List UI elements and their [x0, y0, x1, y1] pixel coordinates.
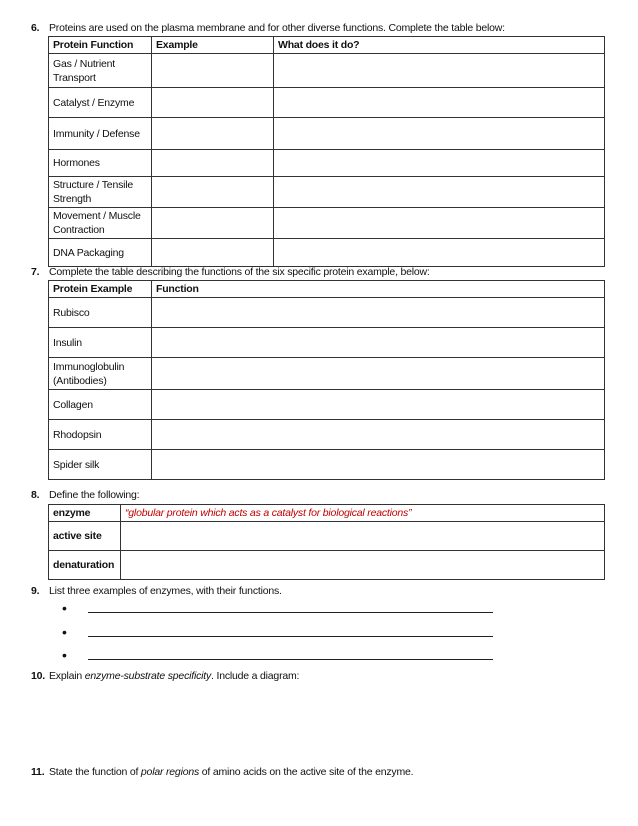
table-row	[49, 88, 605, 118]
protein-cell: Rhodopsin	[49, 420, 152, 450]
question-number: 8.	[31, 489, 40, 501]
bullet-1: •	[62, 600, 67, 616]
question-number: 11.	[31, 766, 45, 778]
question-11	[31, 766, 413, 778]
function-answer-cell[interactable]	[152, 298, 605, 328]
function-cell: Catalyst / Enzyme	[49, 88, 152, 118]
question-6	[31, 22, 505, 34]
function-cell: DNA Packaging	[49, 239, 152, 267]
protein-cell: Insulin	[49, 328, 152, 358]
function-cell: Gas / Nutrient Transport	[49, 54, 152, 88]
bullet-2: •	[62, 624, 67, 640]
table-header-row	[49, 37, 605, 54]
question-text-emphasis: polar regions	[140, 766, 200, 778]
definition-cell[interactable]: “globular protein which acts as a catalyst for biological reactions”	[121, 505, 605, 522]
function-answer-cell[interactable]	[152, 420, 605, 450]
protein-cell: Spider silk	[49, 450, 152, 480]
question-number: 6.	[31, 22, 40, 34]
table-row	[49, 551, 605, 580]
example-answer-cell[interactable]	[152, 88, 274, 118]
definitions-table	[48, 504, 605, 580]
function-answer-cell[interactable]	[152, 358, 605, 390]
table-row	[49, 177, 605, 208]
table-row	[49, 358, 605, 390]
question-text-suffix: of amino acids on the active site of the enzyme.	[199, 766, 414, 778]
question-text-emphasis: enzyme-substrate specificity	[84, 670, 212, 682]
question-text: List three examples of enzymes, with their functions.	[49, 585, 282, 597]
description-answer-cell[interactable]	[274, 177, 605, 208]
table-row	[49, 450, 605, 480]
description-answer-cell[interactable]	[274, 208, 605, 239]
table-row	[49, 208, 605, 239]
table-row	[49, 298, 605, 328]
example-answer-cell[interactable]	[152, 118, 274, 150]
example-answer-cell[interactable]	[152, 150, 274, 177]
term-cell: active site	[49, 522, 121, 551]
term-cell: enzyme	[49, 505, 121, 522]
table-row	[49, 328, 605, 358]
bullet-3: •	[62, 647, 67, 663]
example-answer-cell[interactable]	[152, 177, 274, 208]
answer-line-3[interactable]	[88, 659, 493, 660]
question-number: 10.	[31, 670, 45, 682]
question-8	[31, 489, 139, 501]
question-text-prefix: Explain	[49, 670, 85, 682]
answer-line-2[interactable]	[88, 636, 493, 637]
definition-answer-cell[interactable]	[121, 551, 605, 580]
protein-cell: Collagen	[49, 390, 152, 420]
header-cell: Protein Example	[49, 281, 152, 298]
question-9	[31, 585, 282, 597]
question-text: Define the following:	[49, 489, 140, 501]
description-answer-cell[interactable]	[274, 118, 605, 150]
question-7	[31, 266, 430, 278]
table-row	[49, 150, 605, 177]
protein-cell: Immunoglobulin (Antibodies)	[49, 358, 152, 390]
table-row	[49, 522, 605, 551]
header-cell: Function	[152, 281, 605, 298]
question-text: Proteins are used on the plasma membrane and for other diverse functions. Complete the table below:	[49, 22, 505, 34]
example-answer-cell[interactable]	[152, 54, 274, 88]
function-cell: Structure / Tensile Strength	[49, 177, 152, 208]
definition-answer-cell[interactable]	[121, 522, 605, 551]
table-row	[49, 239, 605, 267]
header-cell: What does it do?	[274, 37, 605, 54]
description-answer-cell[interactable]	[274, 150, 605, 177]
function-answer-cell[interactable]	[152, 390, 605, 420]
example-answer-cell[interactable]	[152, 239, 274, 267]
question-text-prefix: State the function of	[49, 766, 141, 778]
function-cell: Hormones	[49, 150, 152, 177]
description-answer-cell[interactable]	[274, 88, 605, 118]
table-header-row	[49, 281, 605, 298]
example-answer-cell[interactable]	[152, 208, 274, 239]
description-answer-cell[interactable]	[274, 54, 605, 88]
question-text-suffix: . Include a diagram:	[211, 670, 300, 682]
term-cell: denaturation	[49, 551, 121, 580]
function-cell: Immunity / Defense	[49, 118, 152, 150]
table-row	[49, 505, 605, 522]
description-answer-cell[interactable]	[274, 239, 605, 267]
question-number: 9.	[31, 585, 40, 597]
protein-cell: Rubisco	[49, 298, 152, 328]
protein-example-table	[48, 280, 605, 480]
table-row	[49, 54, 605, 88]
table-row	[49, 390, 605, 420]
function-cell: Movement / Muscle Contraction	[49, 208, 152, 239]
answer-line-1[interactable]	[88, 612, 493, 613]
protein-function-table	[48, 36, 605, 267]
question-text: Complete the table describing the functions of the six specific protein example, below:	[49, 266, 430, 278]
table-row	[49, 118, 605, 150]
question-10	[31, 670, 299, 682]
header-cell: Protein Function	[49, 37, 152, 54]
header-cell: Example	[152, 37, 274, 54]
function-answer-cell[interactable]	[152, 450, 605, 480]
function-answer-cell[interactable]	[152, 328, 605, 358]
question-number: 7.	[31, 266, 40, 278]
table-row	[49, 420, 605, 450]
